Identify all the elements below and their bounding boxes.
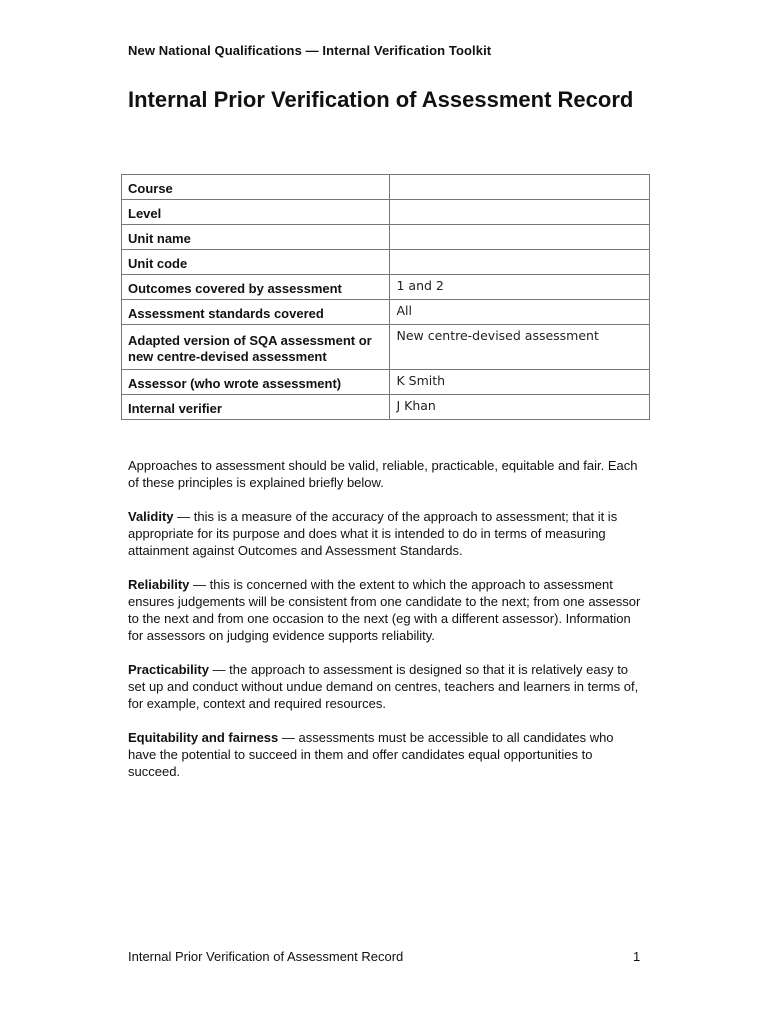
principle-equitability <box>128 729 644 780</box>
table-row <box>122 275 650 300</box>
table-row <box>122 325 650 370</box>
row-label-unit-name: Unit name <box>122 225 390 250</box>
principle-term: Practicability <box>128 662 209 677</box>
record-table <box>121 174 650 420</box>
principle-term: Validity <box>128 509 174 524</box>
footer-title: Internal Prior Verification of Assessment Record <box>128 949 404 964</box>
row-value-course[interactable] <box>390 175 650 200</box>
page-number: 1 <box>633 949 641 964</box>
row-value-verifier[interactable]: J Khan <box>390 395 650 420</box>
table-row <box>122 250 650 275</box>
row-label-level: Level <box>122 200 390 225</box>
principle-text: — this is a measure of the accuracy of the approach to assessment; that it is appropriate for its purpose and does what it is intended to do in terms of measuring attainment against Outcomes and Assessment Standards. <box>128 509 618 558</box>
row-value-assessment-type[interactable]: New centre-devised assessment <box>390 325 650 370</box>
principle-term: Equitability and fairness <box>128 730 279 745</box>
row-value-outcomes[interactable]: 1 and 2 <box>390 275 650 300</box>
row-label-outcomes: Outcomes covered by assessment <box>122 275 390 300</box>
principle-text: — the approach to assessment is designed so that it is relatively easy to set up and conduct without undue demand on centres, teachers and learners in terms of, for example, context and required resources. <box>128 662 639 711</box>
principle-term: Reliability <box>128 577 190 592</box>
table-row <box>122 370 650 395</box>
row-value-standards[interactable]: All <box>390 300 650 325</box>
row-label-verifier: Internal verifier <box>122 395 390 420</box>
principle-reliability <box>128 576 644 644</box>
running-header: New National Qualifications — Internal Verification Toolkit <box>128 43 492 58</box>
row-label-standards: Assessment standards covered <box>122 300 390 325</box>
table-row <box>122 300 650 325</box>
principle-validity <box>128 508 644 559</box>
page-title: Internal Prior Verification of Assessment Record <box>128 87 634 112</box>
intro-paragraph: Approaches to assessment should be valid, reliable, practicable, equitable and fair. Each of these principles is explained briefly below. <box>128 458 638 490</box>
row-label-assessor: Assessor (who wrote assessment) <box>122 370 390 395</box>
body-text <box>128 457 644 797</box>
row-value-level[interactable] <box>390 200 650 225</box>
row-value-assessor[interactable]: K Smith <box>390 370 650 395</box>
row-value-unit-code[interactable] <box>390 250 650 275</box>
principle-text: — this is concerned with the extent to which the approach to assessment ensures judgements will be consistent from one candidate to the next; from one assessor to the next and from one occasion to the next (eg with a different assessor). Information for assessors on judging evidence supports reliability. <box>128 577 641 643</box>
table-row <box>122 225 650 250</box>
table-row <box>122 175 650 200</box>
row-label-course: Course <box>122 175 390 200</box>
row-label-assessment-type: Adapted version of SQA assessment or new centre-devised assessment <box>122 325 390 370</box>
table-row <box>122 200 650 225</box>
table-row <box>122 395 650 420</box>
principle-practicability <box>128 661 644 712</box>
row-value-unit-name[interactable] <box>390 225 650 250</box>
principle-text: — assessments must be accessible to all candidates who have the potential to succeed in them and offer candidates equal opportunities to succeed. <box>128 730 614 779</box>
row-label-unit-code: Unit code <box>122 250 390 275</box>
